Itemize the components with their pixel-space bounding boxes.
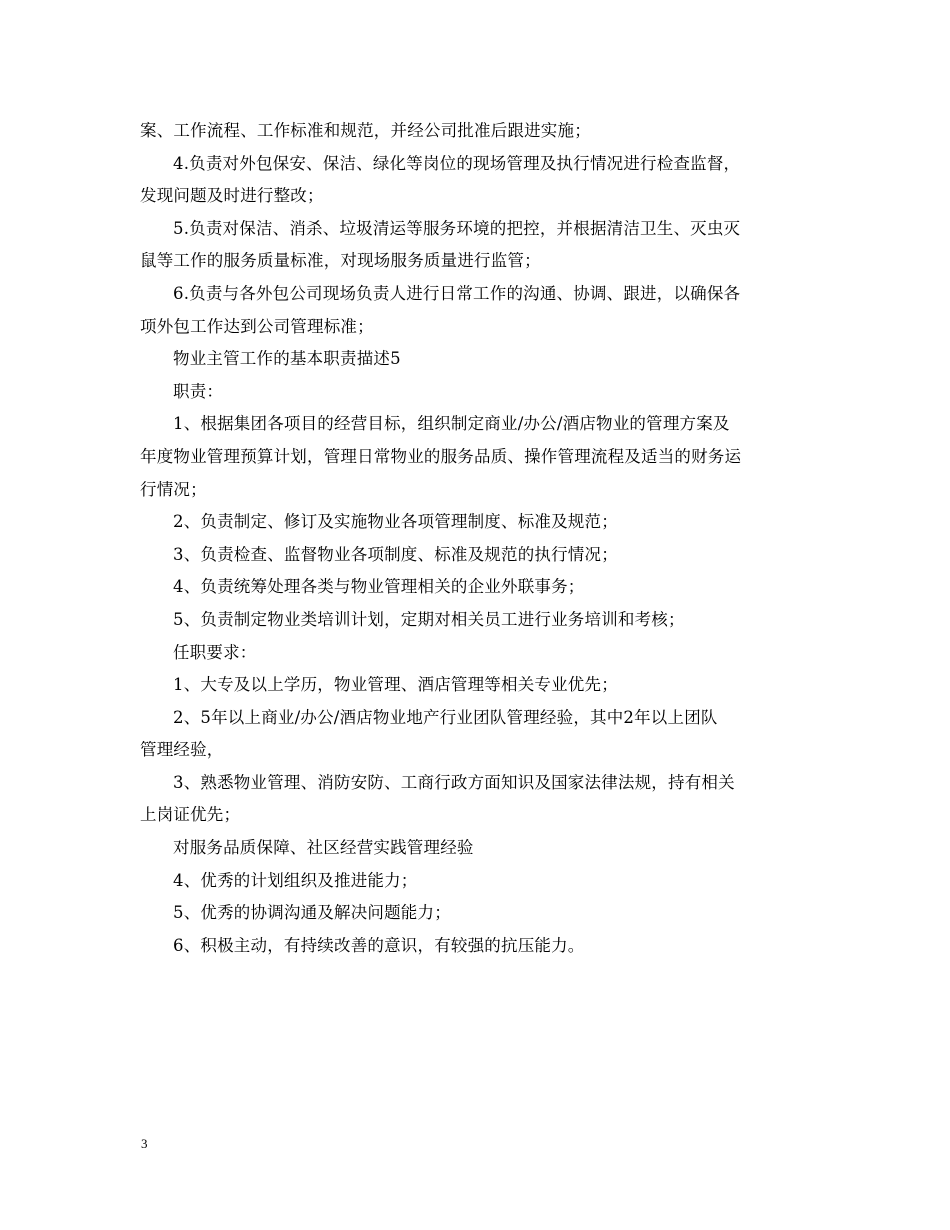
text-line: 6.负责与各外包公司现场负责人进行日常工作的沟通、协调、跟进，以确保各 xyxy=(173,283,741,303)
text-line: 案、工作流程、工作标准和规范，并经公司批准后跟进实施； xyxy=(140,121,591,140)
text-line: 行情况； xyxy=(140,479,207,499)
text-line: 鼠等工作的服务质量标准，对现场服务质量进行监管； xyxy=(140,251,541,271)
text-line: 1、根据集团各项目的经营目标，组织制定商业/办公/酒店物业的管理方案及 xyxy=(173,414,730,434)
text-line: 2、5年以上商业/办公/酒店物业地产行业团队管理经验，其中2年以上团队 xyxy=(173,707,718,727)
text-line: 4、负责统筹处理各类与物业管理相关的企业外联事务； xyxy=(173,577,585,597)
text-line: 年度物业管理预算计划，管理日常物业的服务品质、操作管理流程及适当的财务运 xyxy=(140,446,742,466)
text-line: 1、大专及以上学历，物业管理、酒店管理等相关专业优先； xyxy=(173,675,618,695)
text-line: 5、负责制定物业类培训计划，定期对相关员工进行业务培训和考核； xyxy=(173,609,685,629)
text-line: 4.负责对外包保安、保洁、绿化等岗位的现场管理及执行情况进行检查监督， xyxy=(173,153,741,173)
text-line: 3、负责检查、监督物业各项制度、标准及规范的执行情况； xyxy=(173,544,618,564)
subheading: 任职要求： xyxy=(173,642,257,662)
text-line: 6、积极主动，有持续改善的意识，有较强的抗压能力。 xyxy=(173,935,585,955)
page-number: 3 xyxy=(141,1136,148,1151)
subheading: 职责： xyxy=(173,381,224,401)
text-line: 2、负责制定、修订及实施物业各项管理制度、标准及规范； xyxy=(173,512,618,532)
section-heading: 物业主管工作的基本职责描述5 xyxy=(173,349,401,369)
text-line: 3、熟悉物业管理、消防安防、工商行政方面知识及国家法律法规，持有相关 xyxy=(173,772,735,792)
text-line: 对服务品质保障、社区经营实践管理经验 xyxy=(173,838,474,858)
text-line: 发现问题及时进行整改； xyxy=(140,186,324,206)
text-line: 项外包工作达到公司管理标准； xyxy=(140,316,374,336)
text-line: 管理经验， xyxy=(140,740,224,760)
document-body xyxy=(140,115,812,962)
text-line: 5.负责对保洁、消杀、垃圾清运等服务环境的把控，并根据清洁卫生、灭虫灭 xyxy=(173,218,741,238)
text-line: 5、优秀的协调沟通及解决问题能力； xyxy=(173,903,451,923)
text-line: 4、优秀的计划组织及推进能力； xyxy=(173,870,418,890)
text-line: 上岗证优先； xyxy=(140,805,241,825)
